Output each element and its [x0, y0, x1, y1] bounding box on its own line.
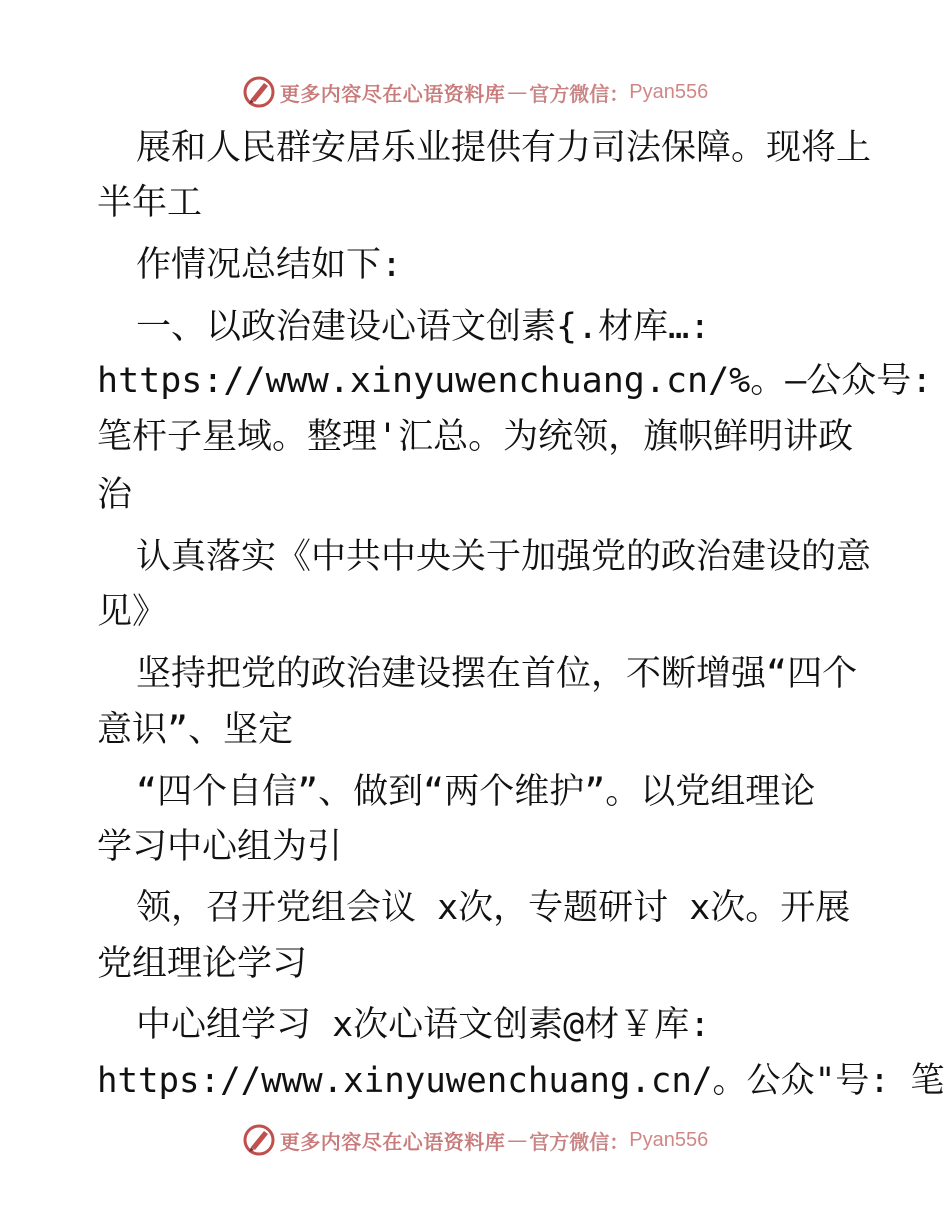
- text-line: https://www.xinyuwenchuang.cn/%。—公众号:: [97, 361, 933, 401]
- text-line: “四个自信”、做到“两个维护”。以党组理论: [136, 772, 816, 812]
- text-line: 笔杆子星域。整理'汇总。为统领，旗帜鲜明讲政: [97, 417, 854, 457]
- text-line: 治: [97, 475, 133, 515]
- banner-official-label: 官方微信：: [529, 81, 630, 106]
- banner-wechat-id: Pyan556: [629, 80, 709, 103]
- text-line: 一、以政治建设心语文创素{.材库…:: [136, 307, 711, 347]
- text-line: 认真落实《中共中央关于加强党的政治建设的意: [136, 537, 872, 577]
- text-line: 见》: [97, 592, 168, 632]
- text-line: https://www.xinyuwenchuang.cn/。公众"号: 笔: [97, 1061, 945, 1101]
- banner-wechat-id: Pyan556: [629, 1128, 709, 1151]
- text-line: 中心组学习 x次心语文创素@材￥库:: [136, 1005, 711, 1045]
- text-line: 党组理论学习: [97, 944, 308, 984]
- banner-separator: —: [507, 80, 528, 104]
- pen-logo-icon: [242, 75, 276, 109]
- footer-banner: [0, 1120, 950, 1160]
- header-banner: [0, 72, 950, 112]
- banner-slogan: 更多内容尽在心语资料库: [279, 81, 506, 106]
- banner-official-label: 官方微信：: [529, 1129, 630, 1154]
- text-line: 半年工: [97, 183, 203, 223]
- banner-slogan: 更多内容尽在心语资料库: [279, 1129, 506, 1154]
- text-line: 展和人民群安居乐业提供有力司法保障。现将上: [136, 128, 872, 168]
- banner-separator: —: [507, 1128, 528, 1152]
- text-line: 意识”、坚定: [97, 710, 294, 750]
- text-line: 坚持把党的政治建设摆在首位，不断增强“四个: [136, 654, 858, 694]
- text-line: 学习中心组为引: [97, 827, 343, 867]
- pen-logo-icon: [242, 1123, 276, 1157]
- text-line: 领，召开党组会议 x次，专题研讨 x次。开展: [136, 888, 851, 928]
- text-line: 作情况总结如下:: [136, 245, 403, 285]
